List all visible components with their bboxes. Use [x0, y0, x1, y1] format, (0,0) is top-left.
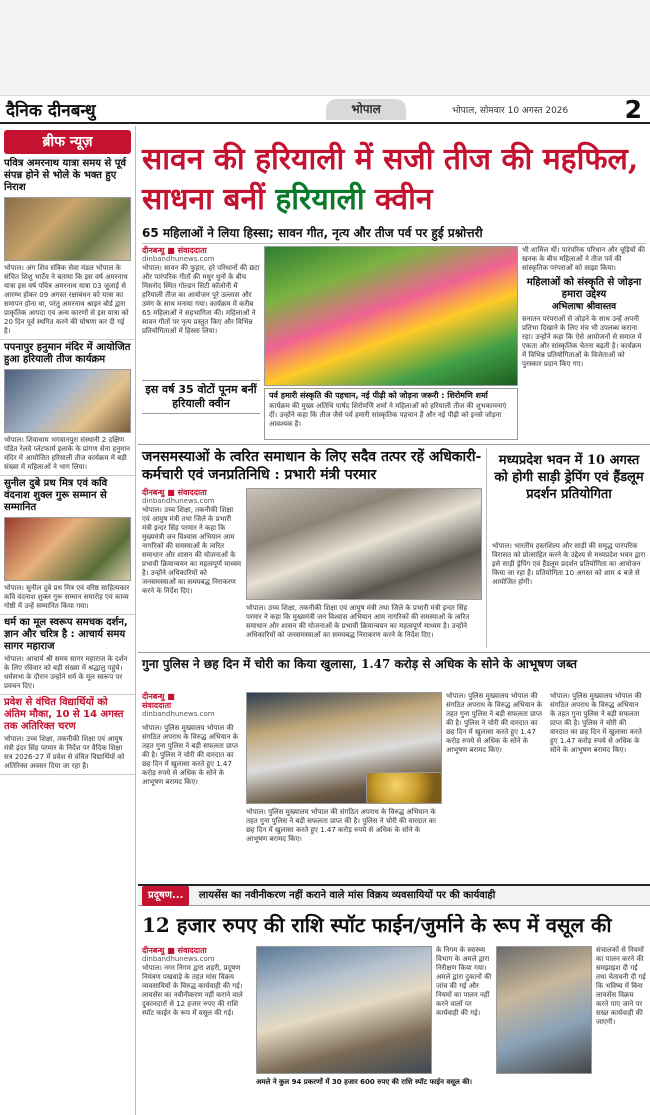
brief-item-head: प्रवेश से वंचित विद्यार्थियों को अंतिम मौका, 10 से 14 अगस्त तक अतिरिक्त चरण — [4, 697, 124, 732]
lead-quote-box — [264, 388, 518, 440]
brief-item — [0, 695, 135, 775]
masthead — [0, 96, 650, 124]
story2-continued — [246, 604, 482, 648]
brief-item-body: भोपाल। शिवाधाम भगवानपुरा संस्थानी 2 दक्षिण पंडित रेलवे प्लेटफार्म इलाके के प्रांगण सेना हनुमान मंदिर में आयोजित हरियाली तीज कार्यक्रम में बड़ी संख्या में महिलाओं ने भाग लिया। — [4, 436, 131, 471]
story2-body: भोपाल। उच्च शिक्षा, तकनीकी शिक्षा एवं आयुष मंत्री तथा जिले के प्रभारी मंत्री इन्दर सिंह परमार ने कहा कि मुख्यमंत्री जन विश्वास अभियान आम नागरिकों की समस्याओं के त्वरित समाधान और शासन की योजनाओं के प्रभावी क्रियान्वयन का महत्वपूर्ण माध्यम है। उन्होंने अधिकारियों को जनसमस्याओं का समयबद्ध निराकरण करने के निर्देश दिए। — [142, 506, 242, 595]
brief-news-title: ब्रीफ न्यूज़ — [4, 130, 131, 154]
story4-body-3: भोपाल। पुलिस मुख्यालय भोपाल की संगठित अपराध के विरुद्ध अभियान के तहत गुना पुलिस ने बड़ी सफलता प्राप्त की है। पुलिस ने चोरी की वारदात का छह दिन में खुलासा करते हुए 1.47 करोड़ रुपये से अधिक के सोने के आभूषण बरामद किए। — [446, 692, 543, 754]
story4-body: भोपाल। पुलिस मुख्यालय भोपाल की संगठित अपराध के विरुद्ध अभियान के तहत गुना पुलिस ने बड़ी सफलता प्राप्त की है। पुलिस ने चोरी की वारदात का छह दिन में खुलासा करते हुए 1.47 करोड़ रुपये से अधिक के सोने के आभूषण बरामद किए। — [142, 724, 239, 786]
lead-headline — [142, 140, 646, 220]
dateline: भोपाल, सोमवार 10 अगस्त 2026 — [452, 106, 569, 116]
brief-item-body: भोपाल। सुनील दुबे प्रथ मित्र एवं वरिष्ठ साहित्यकार कवि वंदनाश शुक्ल गुरू सम्मान समारोह एवं काव्य गोष्ठी में उन्हें सम्मानित किया गया। — [4, 584, 130, 610]
story2-byline — [142, 488, 242, 506]
brief-item-body: भोपाल। उच्च शिक्षा, तकनीकी शिक्षा एवं आयुष मंत्री इंदर सिंह परमार के निर्देश पर वैदिक शिक्षा सत्र 2026-27 में प्रवेश से वंचित विद्यार्थियों को अतिरिक्त अवसर दिया जा रहा है। — [4, 735, 125, 770]
lead-byline — [142, 246, 260, 264]
lead-col-3 — [522, 246, 646, 426]
story5-headline: 12 हजार रुपए की राशि स्पॉट फाईन/जुर्माने के रूप में वसूल की — [142, 913, 612, 937]
story2-byline-site: dinbandhunews.com — [142, 497, 215, 505]
pollution-banner — [138, 884, 650, 906]
story5-col-2: के निगम के स्वास्थ्य विभाग के अमले द्वारा निरीक्षण किया गया। अमले द्वारा दुकानों की जांच की गई और नियमों का पालन नहीं करने वालों पर कार्यवाही की गई। — [436, 946, 492, 1017]
story4-body-2: भोपाल। पुलिस मुख्यालय भोपाल की संगठित अपराध के विरुद्ध अभियान के तहत गुना पुलिस ने बड़ी सफलता प्राप्त की है। पुलिस ने चोरी की वारदात का छह दिन में खुलासा करते हुए 1.47 करोड़ रुपये से अधिक के सोने के आभूषण बरामद किए। — [246, 808, 436, 843]
lead-headline-text-end: क्वीन — [364, 182, 433, 217]
page-number: 2 — [624, 95, 642, 124]
brief-item — [0, 340, 135, 476]
story5-body: भोपाल। नगर निगम द्वारा शहरी, प्रदूषण नियंत्रण पखवाड़े के तहत मांस विक्रय व्यवसायियों के विरुद्ध कार्यवाही की गई। लायसेंस का नवीनीकरण नहीं कराने वाले दुकानदारों से 12 हजार रुपए की राशि स्पॉट फाईन के रूप में वसूल की गई। — [142, 964, 243, 1017]
story2-byline-text: दीनबन्धु ■ संवाददाता — [142, 488, 207, 497]
story2-col — [142, 488, 242, 648]
banner-text: लायसेंस का नवीनीकरण नहीं कराने वाले मांस विक्रय व्यवसायियों पर की कार्यवाही — [198, 890, 496, 901]
story5-byline-site: dinbandhunews.com — [142, 955, 215, 963]
market-photo-2 — [496, 946, 592, 1074]
lead-col-3-body: भी शामिल थीं। पारंपरिक परिधान और चूड़ियों की खनक के बीच महिलाओं ने तीज पर्व की सांस्कृतिक परंपराओं को साझा किया। — [522, 246, 645, 272]
divider-vertical — [486, 448, 487, 648]
lead-subhead: 65 महिलाओं ने लिया हिस्सा; सावन गीत, नृत्य और तीज पर्व पर हुई प्रश्नोत्तरी — [142, 224, 646, 244]
brief-item-head: धर्म का मूल स्वरूप समचक दर्शन, ज्ञान और चरित्र है : आचार्य समय सागर महाराज — [4, 617, 128, 652]
lead-col-3-name: अभिलाषा श्रीवास्तव — [551, 302, 617, 312]
section-tab: भोपाल — [326, 99, 406, 120]
lead-headline-highlight: हरियाली — [275, 182, 365, 217]
story5-byline-text: दीनबन्धु ■ संवाददाता — [142, 946, 207, 955]
story4-byline-site: dinbandhunews.com — [142, 710, 215, 718]
brief-item-photo — [4, 369, 131, 433]
top-margin — [0, 0, 650, 96]
brief-item-head: पपनापुर हनुमान मंदिर में आयोजित हुआ हरियाली तीज कार्यक्रम — [4, 342, 131, 365]
lead-col-4-body: सनातन परंपराओं से जोड़ने के साथ उन्हें अपनी प्रतिभा दिखाने के लिए मंच भी उपलब्ध कराना रहा। उन्होंने कहा कि ऐसे आयोजनों से समाज में एकता और सांस्कृतिक चेतना बढ़ती है। कार्यक्रम में विभिन्न प्रतियोगिताओं के विजेताओं को पुरस्कार प्रदान किए गए। — [522, 315, 642, 368]
brief-item-photo — [4, 517, 131, 581]
story3-headline: मध्यप्रदेश भवन में 10 अगस्त को होगी साड़ी ड्रेपिंग एवं हैंडलूम प्रदर्शन प्रतियोगिता — [494, 453, 644, 502]
lead-col-1-body: भोपाल। सावन की फुहार, हरे परिधानों की छटा और पारंपरिक गीतों की मधुर धुनों के बीच मिसरोद स्थित गोल्डन सिटी कॉलोनी में हरियाली तीज का आयोजन पूरे उल्लास और उमंग के साथ मनाया गया। कार्यक्रम में करीब 65 महिलाओं ने सहभागिता की। महिलाओं ने सावन गीतों पर नृत्य प्रस्तुत किए और विभिन्न प्रतियोगिताओं में हिस्सा लिया। — [142, 264, 260, 335]
story4-byline — [142, 692, 215, 719]
story2-headline: जनसमस्याओं के त्वरित समाधान के लिए सदैव तत्पर रहें अधिकारी-कर्मचारी एवं जनप्रतिनिधि : प्रभारी मंत्री परमार — [142, 449, 482, 483]
brief-item — [0, 476, 135, 615]
lead-headline-text: सावन की हरियाली में सजी तीज की महफिल, साधना बनीं — [142, 142, 639, 217]
brief-item-photo — [4, 197, 131, 261]
jewellery-photo — [366, 772, 442, 804]
brief-item-head: सुनील दुबे प्रथ मित्र एवं कवि वंदनाश शुक्ल गुरू सम्मान से सम्मानित — [4, 478, 108, 513]
story4-body-4: भोपाल। पुलिस मुख्यालय भोपाल की संगठित अपराध के विरुद्ध अभियान के तहत गुना पुलिस ने बड़ी सफलता प्राप्त की है। पुलिस ने चोरी की वारदात का छह दिन में खुलासा करते हुए 1.47 करोड़ रुपये से अधिक के सोने के आभूषण बरामद किए। — [550, 692, 642, 754]
lead-quote: पर्व हमारी संस्कृति की पहचान, नई पीढ़ी को जोड़ना जरूरी : शिरोमणि शर्मा — [269, 391, 488, 400]
story5-col-3: संचालकों से नियमों का पालन करने की समझाइश दी गई तथा चेतावनी दी गई कि भविष्य में बिना लायसेंस विक्रय करते पाए जाने पर सख्त कार्यवाही की जाएगी। — [596, 946, 646, 1026]
meeting-photo — [246, 488, 482, 600]
story4-byline-text: दीनबन्धु ■ संवाददाता — [142, 692, 175, 710]
story5-byline — [142, 946, 252, 964]
brief-item-body: भोपाल। आचार्य श्री समय सागर महाराज के दर्शन के लिए रविवार को बड़ी संख्या में श्रद्धालु पहुंचे। धर्मसभा के दौरान उन्होंने धर्म के मूल स्वरूप पर प्रवचन दिए। — [4, 655, 128, 690]
brief-item-head: पवित्र अमरनाथ यात्रा समय से पूर्व संपन्न होने से भोले के भक्त हुए निराश — [4, 158, 127, 193]
brief-news-sidebar — [0, 126, 136, 1115]
market-photo-1 — [256, 946, 432, 1074]
lead-quote-body: कार्यक्रम की मुख्य अतिथि पार्षद शिरोमणि शर्मा ने महिलाओं को हरियाली तीज की शुभकामनाएं दीं। उन्होंने कहा कि तीज जैसे पर्व हमारी सांस्कृतिक पहचान हैं और नई पीढ़ी को इनसे जोड़ना आवश्यक है। — [269, 402, 507, 428]
lead-col-3-boxhead: महिलाओं को संस्कृति से जोड़ना हमारा उद्देश्य — [526, 277, 642, 300]
brief-item — [0, 156, 135, 340]
newspaper-brand: दैनिक दीनबन्धु — [6, 101, 96, 121]
banner-tag: प्रदूषण... — [142, 886, 189, 906]
divider — [138, 444, 650, 445]
women-group-photo — [264, 246, 518, 386]
story5-col-1 — [142, 946, 252, 1111]
lead-byline-site: dinbandhunews.com — [142, 255, 215, 263]
lead-byline-text: दीनबन्धु ■ संवाददाता — [142, 246, 207, 255]
story2-body-cont: भोपाल। उच्च शिक्षा, तकनीकी शिक्षा एवं आयुष मंत्री तथा जिले के प्रभारी मंत्री इन्दर सिंह परमार ने कहा कि मुख्यमंत्री जन विश्वास अभियान आम नागरिकों की समस्याओं के त्वरित समाधान और शासन की योजनाओं के प्रभावी क्रियान्वयन का महत्वपूर्ण माध्यम है। उन्होंने अधिकारियों को जनसमस्याओं का समयबद्ध निराकरण करने के निर्देश दिए। — [246, 604, 470, 639]
story3-body: भोपाल। भारतीय हस्तशिल्प और साड़ी की समृद्ध पारंपरिक विरासत को प्रोत्साहित करने के उद्देश्य से मध्यप्रदेश भवन द्वारा इसे साड़ी ड्रेपिंग एवं हैंडलूम प्रदर्शन प्रतियोगिता का आयोजन किया जा रहा है। प्रतियोगिता 10 अगस्त को शाम 4 बजे से आयोजित होगी। — [492, 542, 646, 586]
main-content — [138, 126, 650, 1115]
brief-item — [0, 615, 135, 695]
story5-caption: अमले ने कुल 94 प्रकरणों में 30 हजार 600 रुपए की राशि स्पॉट फाईन वसूल की। — [256, 1078, 473, 1086]
story4-headline: गुना पुलिस ने छह दिन में चोरी का किया खुलासा, 1.47 करोड़ से अधिक के सोने के आभूषण जब्त — [142, 657, 577, 671]
lead-col-1 — [142, 246, 260, 386]
lead-box-head: इस वर्ष 35 वोटों पूनम बनीं हरियाली क्वीन — [142, 380, 260, 414]
brief-item-body: भोपाल। अंग शिव संत्रिक सेवा मंडल भोपाल के संचित शिशु भार्टेव ने बताया कि इस वर्ष अमरनाथ यात्रा इस वर्ष पवित्र अमरनाथ यात्रा 03 जुलाई से आरम्भ होकर 09 अगस्त रक्षाबंधन को यात्रा का समापन होना था, परंतु अमरनाथ श्राइन बोर्ड द्वारा प्राकृतिक आपदा एवं अन्य कारणों से इस यात्रा को 20 दिन पूर्व स्थगित करने की घोषणा कर दी गई है। — [4, 264, 129, 335]
divider — [138, 652, 650, 653]
